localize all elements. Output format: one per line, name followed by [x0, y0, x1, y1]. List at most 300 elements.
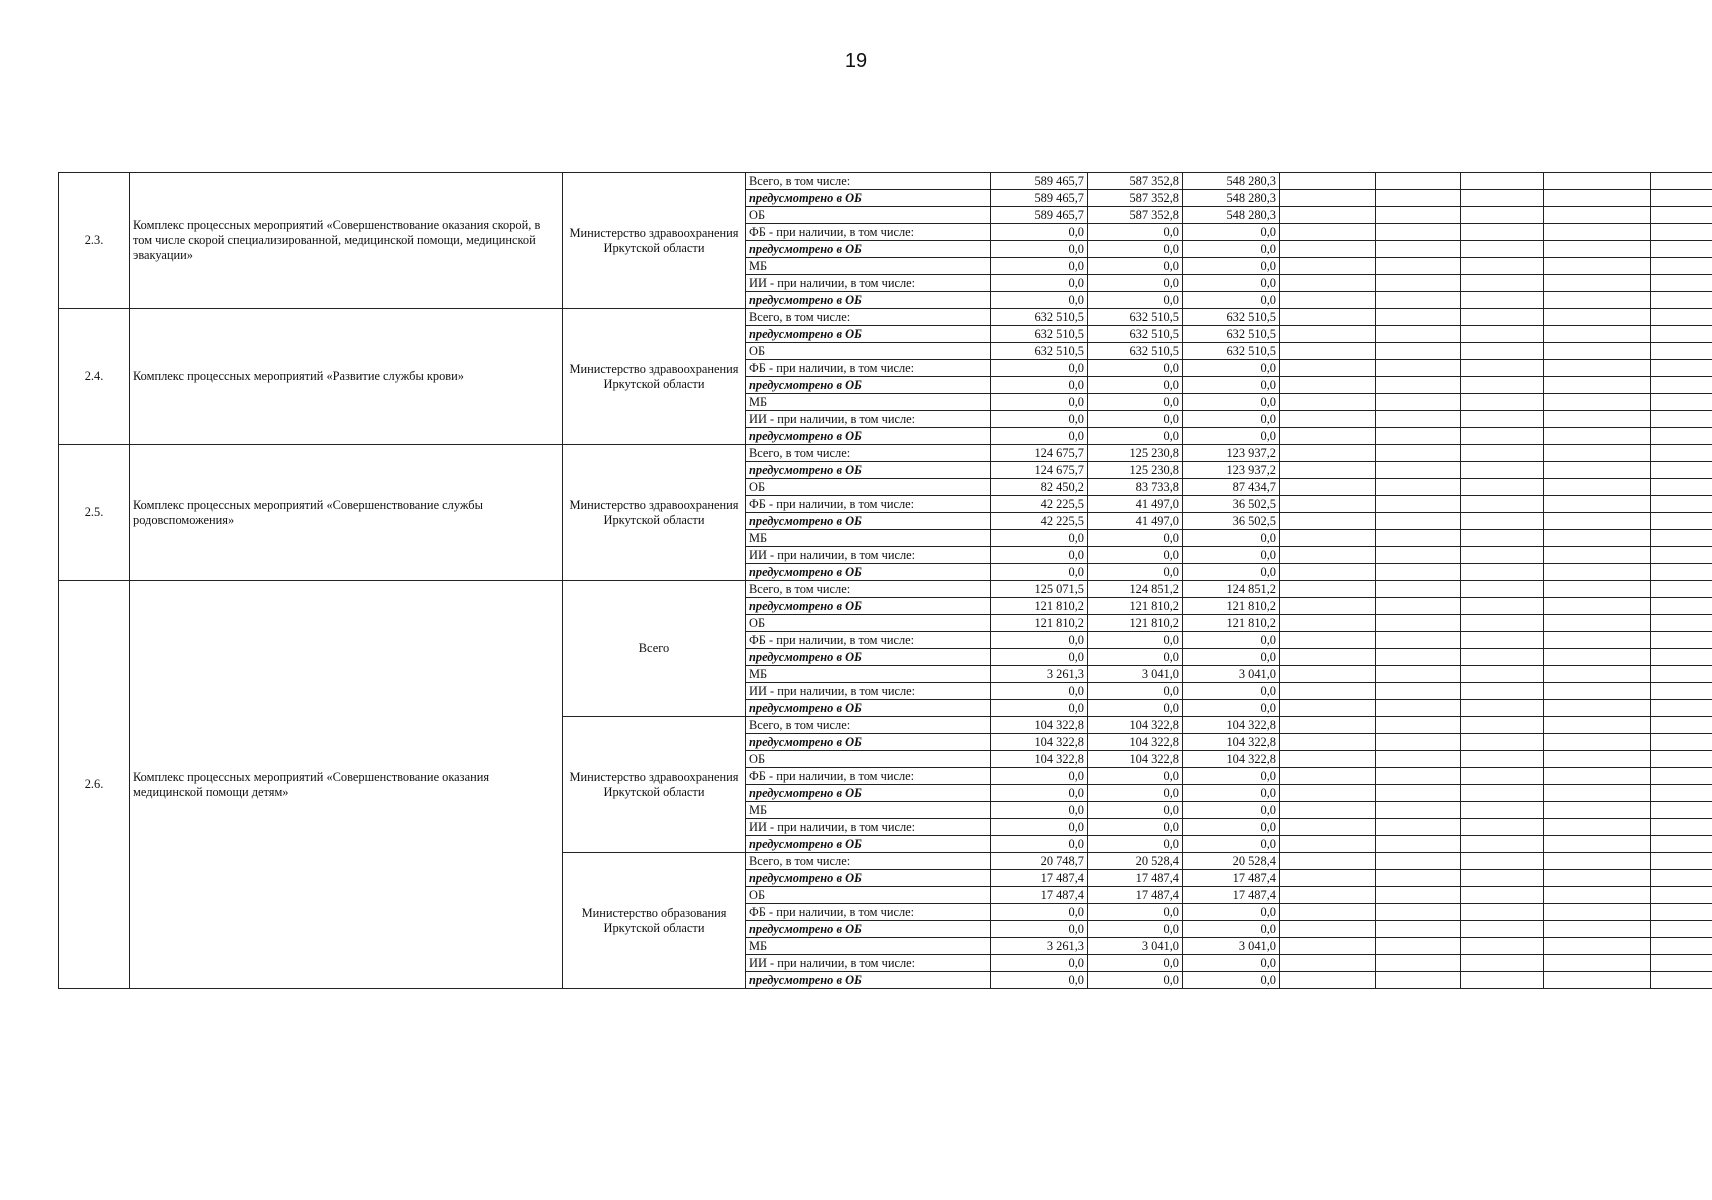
empty-cell [1461, 309, 1544, 326]
empty-cell [1651, 547, 1712, 564]
empty-cell [1651, 734, 1712, 751]
empty-cell [1280, 377, 1376, 394]
empty-cell [1651, 802, 1712, 819]
empty-cell [1544, 530, 1651, 547]
empty-cell [1376, 496, 1461, 513]
funding-source-label: МБ [746, 938, 991, 955]
empty-cell [1461, 292, 1544, 309]
empty-cell [1651, 309, 1712, 326]
empty-cell [1280, 581, 1376, 598]
empty-cell [1280, 853, 1376, 870]
empty-cell [1651, 377, 1712, 394]
empty-cell [1280, 445, 1376, 462]
amount-cell: 36 502,5 [1183, 513, 1280, 530]
empty-cell [1280, 258, 1376, 275]
empty-cell [1461, 938, 1544, 955]
empty-cell [1651, 615, 1712, 632]
amount-cell: 83 733,8 [1088, 479, 1183, 496]
amount-cell: 42 225,5 [991, 513, 1088, 530]
empty-cell [1376, 836, 1461, 853]
amount-cell: 548 280,3 [1183, 173, 1280, 190]
empty-cell [1376, 938, 1461, 955]
amount-cell: 41 497,0 [1088, 496, 1183, 513]
amount-cell: 0,0 [1088, 785, 1183, 802]
amount-cell: 589 465,7 [991, 173, 1088, 190]
funding-source-label: Всего, в том числе: [746, 717, 991, 734]
amount-cell: 589 465,7 [991, 190, 1088, 207]
empty-cell [1651, 564, 1712, 581]
empty-cell [1651, 717, 1712, 734]
section-number: 2.5. [59, 445, 130, 581]
empty-cell [1544, 819, 1651, 836]
empty-cell [1376, 292, 1461, 309]
amount-cell: 632 510,5 [1088, 326, 1183, 343]
empty-cell [1544, 173, 1651, 190]
funding-source-label: ИИ - при наличии, в том числе: [746, 547, 991, 564]
empty-cell [1651, 428, 1712, 445]
amount-cell: 104 322,8 [1183, 751, 1280, 768]
amount-cell: 0,0 [1183, 700, 1280, 717]
amount-cell: 104 322,8 [991, 734, 1088, 751]
amount-cell: 0,0 [1088, 836, 1183, 853]
empty-cell [1376, 751, 1461, 768]
empty-cell [1376, 445, 1461, 462]
empty-cell [1280, 734, 1376, 751]
empty-cell [1461, 224, 1544, 241]
empty-cell [1376, 513, 1461, 530]
amount-cell: 87 434,7 [1183, 479, 1280, 496]
empty-cell [1461, 241, 1544, 258]
amount-cell: 0,0 [1183, 564, 1280, 581]
funding-source-label: предусмотрено в ОБ [746, 190, 991, 207]
empty-cell [1280, 768, 1376, 785]
empty-cell [1461, 734, 1544, 751]
empty-cell [1651, 581, 1712, 598]
funding-source-label: Всего, в том числе: [746, 853, 991, 870]
section-name: Комплекс процессных мероприятий «Развитие службы крови» [130, 309, 563, 445]
amount-cell: 0,0 [1183, 360, 1280, 377]
amount-cell: 0,0 [1183, 683, 1280, 700]
amount-cell: 0,0 [991, 224, 1088, 241]
empty-cell [1544, 207, 1651, 224]
empty-cell [1376, 241, 1461, 258]
empty-cell [1544, 649, 1651, 666]
empty-cell [1280, 972, 1376, 989]
amount-cell: 0,0 [1088, 394, 1183, 411]
empty-cell [1544, 360, 1651, 377]
empty-cell [1651, 326, 1712, 343]
amount-cell: 0,0 [1088, 819, 1183, 836]
empty-cell [1280, 649, 1376, 666]
amount-cell: 548 280,3 [1183, 190, 1280, 207]
funding-source-label: ОБ [746, 751, 991, 768]
empty-cell [1544, 853, 1651, 870]
amount-cell: 0,0 [991, 241, 1088, 258]
empty-cell [1544, 904, 1651, 921]
funding-source-label: Всего, в том числе: [746, 445, 991, 462]
empty-cell [1544, 428, 1651, 445]
amount-cell: 20 528,4 [1183, 853, 1280, 870]
empty-cell [1280, 190, 1376, 207]
amount-cell: 0,0 [991, 564, 1088, 581]
amount-cell: 587 352,8 [1088, 190, 1183, 207]
empty-cell [1280, 666, 1376, 683]
empty-cell [1280, 241, 1376, 258]
amount-cell: 0,0 [1088, 921, 1183, 938]
table-row [59, 581, 1712, 598]
empty-cell [1461, 666, 1544, 683]
empty-cell [1651, 530, 1712, 547]
amount-cell: 0,0 [1088, 241, 1183, 258]
empty-cell [1280, 955, 1376, 972]
financing-table [58, 172, 1712, 989]
funding-source-label: МБ [746, 666, 991, 683]
funding-source-label: МБ [746, 258, 991, 275]
funding-source-label: МБ [746, 530, 991, 547]
empty-cell [1544, 921, 1651, 938]
amount-cell: 82 450,2 [991, 479, 1088, 496]
empty-cell [1651, 207, 1712, 224]
empty-cell [1651, 513, 1712, 530]
funding-source-label: предусмотрено в ОБ [746, 292, 991, 309]
amount-cell: 104 322,8 [991, 717, 1088, 734]
empty-cell [1461, 411, 1544, 428]
amount-cell: 632 510,5 [1183, 343, 1280, 360]
empty-cell [1651, 394, 1712, 411]
funding-source-label: ИИ - при наличии, в том числе: [746, 955, 991, 972]
amount-cell: 0,0 [1183, 224, 1280, 241]
empty-cell [1544, 547, 1651, 564]
funding-source-label: предусмотрено в ОБ [746, 700, 991, 717]
empty-cell [1544, 751, 1651, 768]
amount-cell: 0,0 [1088, 360, 1183, 377]
empty-cell [1280, 428, 1376, 445]
empty-cell [1376, 870, 1461, 887]
funding-source-label: предусмотрено в ОБ [746, 326, 991, 343]
empty-cell [1280, 564, 1376, 581]
empty-cell [1651, 343, 1712, 360]
empty-cell [1376, 479, 1461, 496]
empty-cell [1376, 173, 1461, 190]
amount-cell: 0,0 [1088, 530, 1183, 547]
funding-source-label: предусмотрено в ОБ [746, 241, 991, 258]
amount-cell: 123 937,2 [1183, 462, 1280, 479]
empty-cell [1376, 530, 1461, 547]
empty-cell [1544, 309, 1651, 326]
empty-cell [1376, 343, 1461, 360]
empty-cell [1651, 921, 1712, 938]
amount-cell: 632 510,5 [991, 326, 1088, 343]
empty-cell [1544, 938, 1651, 955]
amount-cell: 0,0 [991, 292, 1088, 309]
empty-cell [1651, 751, 1712, 768]
empty-cell [1461, 836, 1544, 853]
empty-cell [1461, 479, 1544, 496]
amount-cell: 0,0 [991, 394, 1088, 411]
empty-cell [1461, 173, 1544, 190]
empty-cell [1544, 479, 1651, 496]
empty-cell [1544, 802, 1651, 819]
executor-cell: Министерство здравоохранения Иркутской области [563, 717, 746, 853]
empty-cell [1461, 632, 1544, 649]
empty-cell [1461, 904, 1544, 921]
funding-source-label: ИИ - при наличии, в том числе: [746, 819, 991, 836]
empty-cell [1461, 768, 1544, 785]
amount-cell: 0,0 [991, 683, 1088, 700]
amount-cell: 104 322,8 [1088, 751, 1183, 768]
empty-cell [1280, 411, 1376, 428]
amount-cell: 20 748,7 [991, 853, 1088, 870]
empty-cell [1280, 343, 1376, 360]
empty-cell [1376, 768, 1461, 785]
empty-cell [1544, 700, 1651, 717]
funding-source-label: ФБ - при наличии, в том числе: [746, 224, 991, 241]
funding-source-label: предусмотрено в ОБ [746, 785, 991, 802]
section-number: 2.6. [59, 581, 130, 989]
funding-source-label: МБ [746, 802, 991, 819]
amount-cell: 123 937,2 [1183, 445, 1280, 462]
funding-source-label: МБ [746, 394, 991, 411]
empty-cell [1651, 632, 1712, 649]
amount-cell: 0,0 [1088, 972, 1183, 989]
amount-cell: 0,0 [991, 836, 1088, 853]
empty-cell [1651, 190, 1712, 207]
amount-cell: 3 041,0 [1183, 666, 1280, 683]
executor-cell: Министерство здравоохранения Иркутской области [563, 309, 746, 445]
amount-cell: 104 322,8 [991, 751, 1088, 768]
amount-cell: 0,0 [1088, 411, 1183, 428]
empty-cell [1544, 972, 1651, 989]
empty-cell [1376, 377, 1461, 394]
amount-cell: 587 352,8 [1088, 173, 1183, 190]
empty-cell [1651, 853, 1712, 870]
table-row [59, 173, 1712, 190]
empty-cell [1280, 530, 1376, 547]
empty-cell [1376, 819, 1461, 836]
empty-cell [1461, 377, 1544, 394]
amount-cell: 36 502,5 [1183, 496, 1280, 513]
empty-cell [1376, 411, 1461, 428]
empty-cell [1280, 513, 1376, 530]
funding-source-label: Всего, в том числе: [746, 581, 991, 598]
amount-cell: 0,0 [1088, 955, 1183, 972]
empty-cell [1461, 496, 1544, 513]
empty-cell [1544, 411, 1651, 428]
empty-cell [1544, 955, 1651, 972]
empty-cell [1544, 377, 1651, 394]
empty-cell [1651, 445, 1712, 462]
amount-cell: 0,0 [991, 649, 1088, 666]
empty-cell [1544, 683, 1651, 700]
section-number: 2.4. [59, 309, 130, 445]
funding-source-label: ОБ [746, 615, 991, 632]
amount-cell: 121 810,2 [991, 598, 1088, 615]
empty-cell [1376, 683, 1461, 700]
empty-cell [1461, 326, 1544, 343]
table-row [59, 309, 1712, 326]
funding-source-label: предусмотрено в ОБ [746, 564, 991, 581]
empty-cell [1461, 887, 1544, 904]
empty-cell [1376, 598, 1461, 615]
amount-cell: 0,0 [991, 530, 1088, 547]
empty-cell [1461, 394, 1544, 411]
empty-cell [1461, 190, 1544, 207]
empty-cell [1280, 275, 1376, 292]
amount-cell: 41 497,0 [1088, 513, 1183, 530]
executor-cell: Министерство образования Иркутской области [563, 853, 746, 989]
empty-cell [1461, 428, 1544, 445]
empty-cell [1280, 224, 1376, 241]
empty-cell [1280, 700, 1376, 717]
empty-cell [1376, 700, 1461, 717]
amount-cell: 0,0 [991, 632, 1088, 649]
amount-cell: 0,0 [991, 377, 1088, 394]
funding-source-label: предусмотрено в ОБ [746, 921, 991, 938]
funding-source-label: ОБ [746, 887, 991, 904]
amount-cell: 42 225,5 [991, 496, 1088, 513]
empty-cell [1280, 360, 1376, 377]
amount-cell: 0,0 [1183, 819, 1280, 836]
amount-cell: 0,0 [991, 768, 1088, 785]
empty-cell [1651, 683, 1712, 700]
amount-cell: 0,0 [991, 258, 1088, 275]
amount-cell: 632 510,5 [1088, 309, 1183, 326]
empty-cell [1544, 275, 1651, 292]
empty-cell [1461, 581, 1544, 598]
empty-cell [1461, 819, 1544, 836]
empty-cell [1544, 496, 1651, 513]
empty-cell [1461, 870, 1544, 887]
amount-cell: 0,0 [1088, 547, 1183, 564]
empty-cell [1544, 666, 1651, 683]
funding-source-label: предусмотрено в ОБ [746, 734, 991, 751]
empty-cell [1280, 683, 1376, 700]
funding-source-label: предусмотрено в ОБ [746, 870, 991, 887]
empty-cell [1651, 598, 1712, 615]
amount-cell: 0,0 [1088, 258, 1183, 275]
amount-cell: 0,0 [1183, 258, 1280, 275]
empty-cell [1461, 564, 1544, 581]
amount-cell: 0,0 [991, 428, 1088, 445]
executor-cell: Всего [563, 581, 746, 717]
empty-cell [1461, 853, 1544, 870]
empty-cell [1461, 258, 1544, 275]
empty-cell [1376, 853, 1461, 870]
empty-cell [1651, 819, 1712, 836]
amount-cell: 3 041,0 [1088, 666, 1183, 683]
amount-cell: 0,0 [1088, 649, 1183, 666]
amount-cell: 0,0 [991, 411, 1088, 428]
empty-cell [1376, 224, 1461, 241]
empty-cell [1544, 615, 1651, 632]
empty-cell [1461, 615, 1544, 632]
empty-cell [1280, 870, 1376, 887]
empty-cell [1544, 785, 1651, 802]
empty-cell [1461, 547, 1544, 564]
amount-cell: 0,0 [1183, 785, 1280, 802]
amount-cell: 0,0 [1183, 292, 1280, 309]
amount-cell: 124 675,7 [991, 462, 1088, 479]
empty-cell [1376, 887, 1461, 904]
empty-cell [1376, 360, 1461, 377]
amount-cell: 124 851,2 [1088, 581, 1183, 598]
empty-cell [1461, 207, 1544, 224]
empty-cell [1376, 649, 1461, 666]
empty-cell [1651, 972, 1712, 989]
empty-cell [1376, 258, 1461, 275]
amount-cell: 104 322,8 [1183, 734, 1280, 751]
amount-cell: 0,0 [991, 700, 1088, 717]
amount-cell: 0,0 [1183, 802, 1280, 819]
amount-cell: 17 487,4 [1088, 870, 1183, 887]
empty-cell [1280, 615, 1376, 632]
amount-cell: 17 487,4 [1183, 870, 1280, 887]
empty-cell [1651, 241, 1712, 258]
amount-cell: 0,0 [1088, 632, 1183, 649]
empty-cell [1461, 683, 1544, 700]
empty-cell [1461, 649, 1544, 666]
empty-cell [1544, 513, 1651, 530]
amount-cell: 589 465,7 [991, 207, 1088, 224]
empty-cell [1651, 258, 1712, 275]
empty-cell [1280, 802, 1376, 819]
empty-cell [1376, 394, 1461, 411]
amount-cell: 3 261,3 [991, 938, 1088, 955]
section-name: Комплекс процессных мероприятий «Совершенствование оказания скорой, в том числе скорой специализированной, медицинской помощи, медицинской эвакуации» [130, 173, 563, 309]
amount-cell: 0,0 [1183, 530, 1280, 547]
funding-source-label: ИИ - при наличии, в том числе: [746, 275, 991, 292]
empty-cell [1376, 428, 1461, 445]
amount-cell: 20 528,4 [1088, 853, 1183, 870]
empty-cell [1461, 513, 1544, 530]
amount-cell: 0,0 [1088, 768, 1183, 785]
section-name: Комплекс процессных мероприятий «Совершенствование оказания медицинской помощи детям» [130, 581, 563, 989]
funding-source-label: предусмотрено в ОБ [746, 972, 991, 989]
empty-cell [1376, 666, 1461, 683]
empty-cell [1280, 632, 1376, 649]
amount-cell: 0,0 [991, 904, 1088, 921]
empty-cell [1461, 785, 1544, 802]
amount-cell: 125 230,8 [1088, 445, 1183, 462]
amount-cell: 104 322,8 [1088, 717, 1183, 734]
amount-cell: 0,0 [991, 921, 1088, 938]
amount-cell: 121 810,2 [1183, 598, 1280, 615]
empty-cell [1544, 836, 1651, 853]
empty-cell [1651, 785, 1712, 802]
amount-cell: 587 352,8 [1088, 207, 1183, 224]
amount-cell: 0,0 [1088, 564, 1183, 581]
section-name: Комплекс процессных мероприятий «Совершенствование службы родовспоможения» [130, 445, 563, 581]
funding-source-label: предусмотрено в ОБ [746, 598, 991, 615]
empty-cell [1544, 581, 1651, 598]
empty-cell [1280, 173, 1376, 190]
amount-cell: 17 487,4 [1088, 887, 1183, 904]
funding-source-label: предусмотрено в ОБ [746, 462, 991, 479]
empty-cell [1544, 564, 1651, 581]
empty-cell [1280, 496, 1376, 513]
amount-cell: 0,0 [1088, 377, 1183, 394]
amount-cell: 0,0 [1183, 836, 1280, 853]
empty-cell [1376, 190, 1461, 207]
funding-source-label: предусмотрено в ОБ [746, 428, 991, 445]
amount-cell: 121 810,2 [1088, 598, 1183, 615]
amount-cell: 0,0 [1088, 802, 1183, 819]
funding-source-label: ФБ - при наличии, в том числе: [746, 632, 991, 649]
empty-cell [1461, 275, 1544, 292]
empty-cell [1461, 462, 1544, 479]
empty-cell [1651, 411, 1712, 428]
amount-cell: 0,0 [1183, 411, 1280, 428]
